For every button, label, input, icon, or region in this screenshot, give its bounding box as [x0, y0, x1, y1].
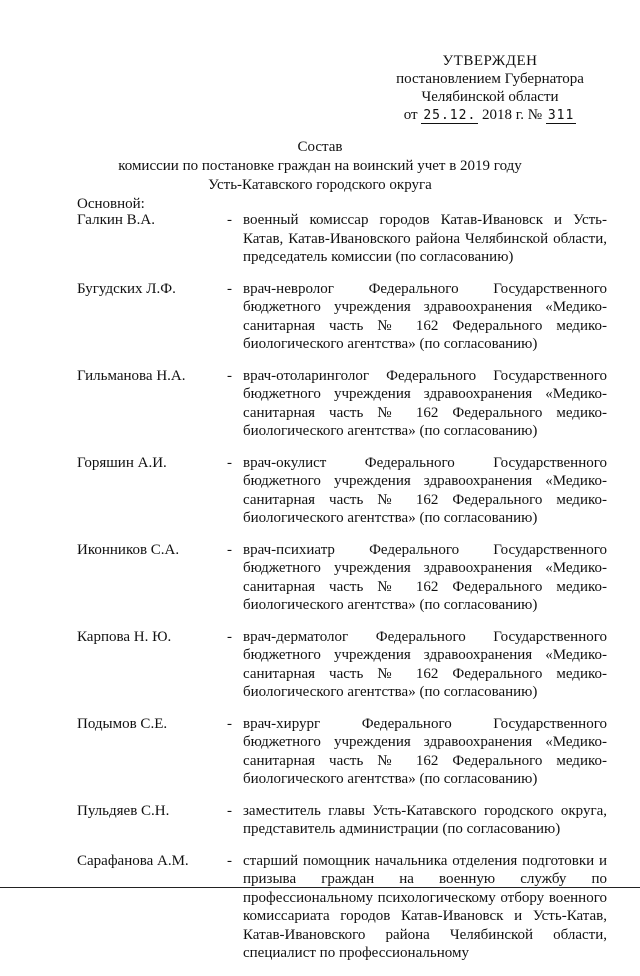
- member-role: врач-невролог Федерального Государственного бюджетного учреждения здравоохранения «Медико-санитарная часть № 162 Федерального медико-биологического агентства» (по согласованию): [243, 280, 607, 352]
- approval-line-1: постановлением Губернатора: [396, 71, 584, 87]
- member-dash: -: [227, 852, 232, 869]
- member-role: заместитель главы Усть-Катавского городского округа, представитель администрации (по согласованию): [243, 802, 607, 837]
- member-name: Горяшин А.И.: [77, 454, 167, 471]
- member-name: Сарафанова А.М.: [77, 852, 189, 869]
- heading-line-1: Состав: [297, 139, 343, 155]
- member-name: Карпова Н. Ю.: [77, 628, 172, 645]
- member-name: Галкин В.А.: [77, 212, 156, 228]
- member-role: врач-окулист Федерального Государственного бюджетного учреждения здравоохранения «Медико-санитарная часть № 162 Федерального медико-биологического агентства» (по согласованию): [243, 454, 607, 526]
- member-row: [77, 802, 607, 839]
- page-bottom-rule: [0, 887, 640, 888]
- member-role: врач-хирург Федерального Государственного бюджетного учреждения здравоохранения «Медико-санитарная часть № 162 Федерального медико-биологического агентства» (по согласованию): [243, 715, 607, 787]
- date-value: 25.12.: [423, 108, 477, 123]
- approval-line-2: Челябинской области: [421, 89, 559, 105]
- member-dash: -: [227, 541, 232, 558]
- approval-block: [380, 52, 600, 125]
- member-row: [77, 541, 607, 615]
- member-role: старший помощник начальника отделения подготовки и призыва граждан на военную службу по профессиональному психологическому отбору военного комиссариата городов Катав-Ивановск и Усть-Катав, Катав-Ивановского района Челябинской области, специалист по профессиональному: [243, 852, 607, 961]
- member-name: Пульдяев С.Н.: [77, 802, 170, 819]
- member-dash: -: [227, 628, 232, 645]
- member-dash: -: [227, 802, 232, 819]
- member-name: Бугудских Л.Ф.: [77, 280, 176, 297]
- member-row: [77, 715, 607, 789]
- section-label: Основной:: [77, 196, 145, 212]
- member-row: [77, 367, 607, 441]
- member-role: врач-психиатр Федерального Государственного бюджетного учреждения здравоохранения «Медико-санитарная часть № 162 Федерального медико-биологического агентства» (по согласованию): [243, 541, 607, 613]
- member-name: Иконников С.А.: [77, 541, 180, 558]
- member-dash: -: [227, 715, 232, 732]
- member-row: [77, 628, 607, 702]
- decree-number: 311: [547, 108, 575, 123]
- heading-line-3: Усть-Катавского городского округа: [208, 177, 432, 193]
- member-row: [77, 211, 607, 267]
- approval-title: УТВЕРЖДЕН: [442, 53, 538, 69]
- member-role: врач-дерматолог Федерального Государственного бюджетного учреждения здравоохранения «Медико-санитарная часть № 162 Федерального медико-биологического агентства» (по согласованию): [243, 628, 607, 700]
- member-dash: -: [227, 367, 232, 384]
- approval-date-line: [380, 106, 600, 125]
- document-heading: [100, 138, 540, 195]
- member-role: врач-отоларинголог Федерального Государственного бюджетного учреждения здравоохранения «Медико-санитарная часть № 162 Федерального медико-биологического агентства» (по согласованию): [243, 367, 607, 439]
- members-list: [77, 211, 607, 976]
- member-row: [77, 454, 607, 528]
- member-role: военный комиссар городов Катав-Ивановск и Усть-Катав, Катав-Ивановского района Челябинской области, председатель комиссии (по согласованию): [243, 212, 607, 265]
- member-row: [77, 280, 607, 354]
- heading-line-2: комиссии по постановке граждан на воинский учет в 2019 году: [118, 158, 522, 174]
- member-dash: -: [227, 212, 232, 228]
- member-name: Подымов С.Е.: [77, 715, 168, 732]
- member-dash: -: [227, 280, 232, 297]
- member-dash: -: [227, 454, 232, 471]
- date-suffix: 2018 г. №: [482, 107, 543, 123]
- member-row: [77, 852, 607, 963]
- member-name: Гильманова Н.А.: [77, 367, 186, 384]
- date-prefix: от: [403, 107, 418, 123]
